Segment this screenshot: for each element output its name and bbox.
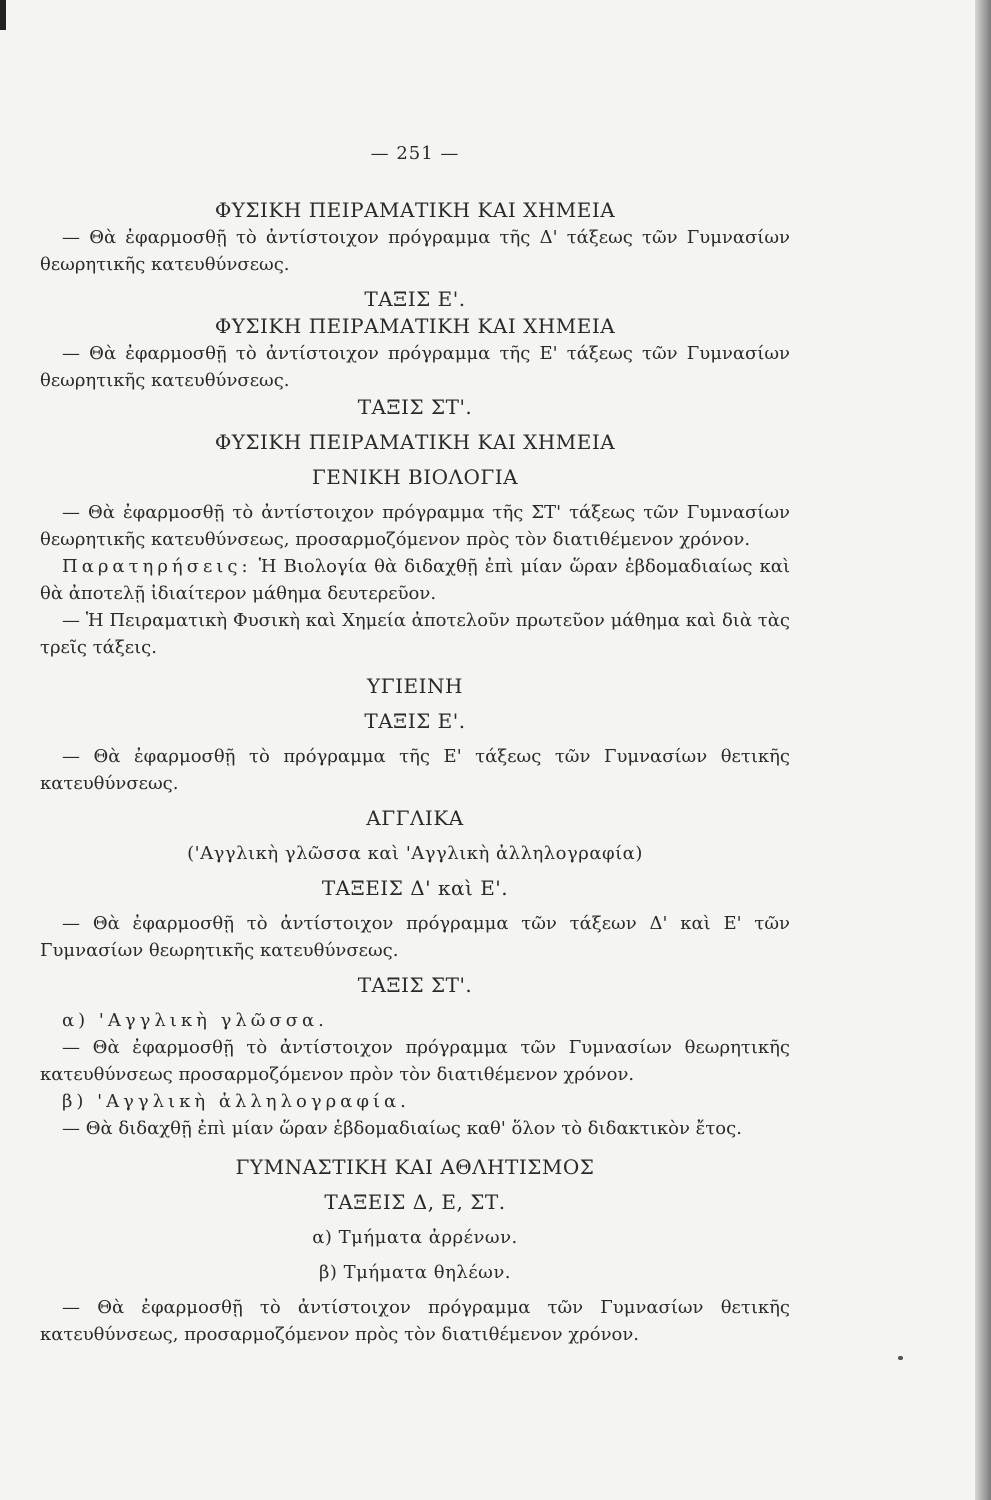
remarks-text: Ἡ Βιολογία θὰ διδαχθῇ ἐπὶ μίαν ὥραν ἑβδομαδιαίως καὶ θὰ ἀποτελῇ ἰδιαίτερον μάθημα δευτερεῦον. xyxy=(40,556,790,604)
scan-edge-mark xyxy=(0,0,6,30)
heading-hygiene: ΥΓΙΕΙΝΗ xyxy=(367,674,463,698)
paragraph-gymnastics: — Θὰ ἐφαρμοσθῇ τὸ ἀντίστοιχον πρόγραμμα τῶν Γυμνασίων θετικῆς κατευθύνσεως, προσαρμοζόμενον πρὸς τὸν διατιθέμενον χρόνον. xyxy=(40,1297,790,1345)
paragraph-english-correspondence: — Θὰ διδαχθῇ ἐπὶ μίαν ὥραν ἑβδομαδιαίως καθ' ὅλον τὸ διδακτικὸν ἔτος. xyxy=(62,1118,742,1139)
heading-english-class-st: ΤΑΞΙΣ ΣΤ'. xyxy=(357,973,473,997)
paragraph-grade-st: — Θὰ ἐφαρμοσθῇ τὸ ἀντίστοιχον πρόγραμμα τῆς ΣΤ' τάξεως τῶν Γυμνασίων θεωρητικῆς κατευθύνσεως, προσαρμοζόμενον πρὸς τὸν διατιθέμενον χρόνον. xyxy=(40,502,790,550)
paragraph-hygiene: — Θὰ ἐφαρμοσθῇ τὸ πρόγραμμα τῆς Ε' τάξεως τῶν Γυμνασίων θετικῆς κατευθύνσεως. xyxy=(40,746,790,794)
heading-hygiene-class-e: ΤΑΞΙΣ Ε'. xyxy=(364,709,466,733)
heading-physics-chemistry-st: ΦΥΣΙΚΗ ΠΕΙΡΑΜΑΤΙΚΗ ΚΑΙ ΧΗΜΕΙΑ xyxy=(214,430,616,454)
page-shadow-edge xyxy=(975,0,991,1500)
paragraph-grade-d: — Θὰ ἐφαρμοσθῇ τὸ ἀντίστοιχον πρόγραμμα τῆς Δ' τάξεως τῶν Γυμνασίων θεωρητικῆς κατευθύνσεως. xyxy=(40,227,790,275)
subheading-english: ('Αγγλικὴ γλῶσσα καὶ 'Αγγλικὴ ἀλληλογραφία) xyxy=(187,843,643,864)
paragraph-english-d-e: — Θὰ ἐφαρμοσθῇ τὸ ἀντίστοιχον πρόγραμμα τῶν τάξεων Δ' καὶ Ε' τῶν Γυμνασίων θεωρητικῆς κατευθύνσεως. xyxy=(40,913,790,961)
page-content xyxy=(40,140,790,1348)
paragraph-english-language: — Θὰ ἐφαρμοσθῇ τὸ ἀντίστοιχον πρόγραμμα τῶν Γυμνασίων θεωρητικῆς κατευθύνσεως προσαρμοζόμενον πρὸν τὸν διατιθέμενον χρόνον. xyxy=(40,1037,790,1085)
heading-classes-d-e-st: ΤΑΞΕΙΣ Δ, Ε, ΣΤ. xyxy=(324,1190,506,1214)
remarks-label: Παρατηρήσεις: xyxy=(62,556,252,577)
heading-boys-sections: α) Τμήματα ἀρρένων. xyxy=(312,1227,518,1248)
page-number: — 251 — xyxy=(370,143,460,164)
heading-classes-d-e: ΤΑΞΕΙΣ Δ' καὶ Ε'. xyxy=(321,876,509,900)
paragraph-remarks xyxy=(40,553,790,607)
heading-gymnastics: ΓΥΜΝΑΣΤΙΚΗ ΚΑΙ ΑΘΛΗΤΙΣΜΟΣ xyxy=(235,1155,595,1179)
paragraph-grade-e: — Θὰ ἐφαρμοσθῇ τὸ ἀντίστοιχον πρόγραμμα τῆς Ε' τάξεως τῶν Γυμνασίων θεωρητικῆς κατευθύνσεως. xyxy=(40,343,790,391)
list-item-english-language: α) 'Αγγλικὴ γλῶσσα. xyxy=(62,1010,328,1031)
heading-english: ΑΓΓΛΙΚΑ xyxy=(366,806,464,830)
heading-girls-sections: β) Τμήματα θηλέων. xyxy=(318,1262,512,1283)
heading-general-biology: ΓΕΝΙΚΗ ΒΙΟΛΟΓΙΑ xyxy=(311,465,519,489)
heading-physics-chemistry: ΦΥΣΙΚΗ ΠΕΙΡΑΜΑΤΙΚΗ ΚΑΙ ΧΗΜΕΙΑ xyxy=(214,198,616,222)
heading-physics-chemistry-e: ΦΥΣΙΚΗ ΠΕΙΡΑΜΑΤΙΚΗ ΚΑΙ ΧΗΜΕΙΑ xyxy=(214,314,616,338)
list-item-english-correspondence: β) 'Αγγλικὴ ἀλληλογραφία. xyxy=(62,1091,410,1112)
heading-class-e: ΤΑΞΙΣ Ε'. xyxy=(364,287,466,311)
paragraph-primary-subject: — Ἡ Πειραματικὴ Φυσικὴ καὶ Χημεία ἀποτελοῦν πρωτεῦον μάθημα καὶ διὰ τὰς τρεῖς τάξεις. xyxy=(40,610,790,658)
ink-speck xyxy=(898,1356,903,1360)
heading-class-st: ΤΑΞΙΣ ΣΤ'. xyxy=(357,395,473,419)
